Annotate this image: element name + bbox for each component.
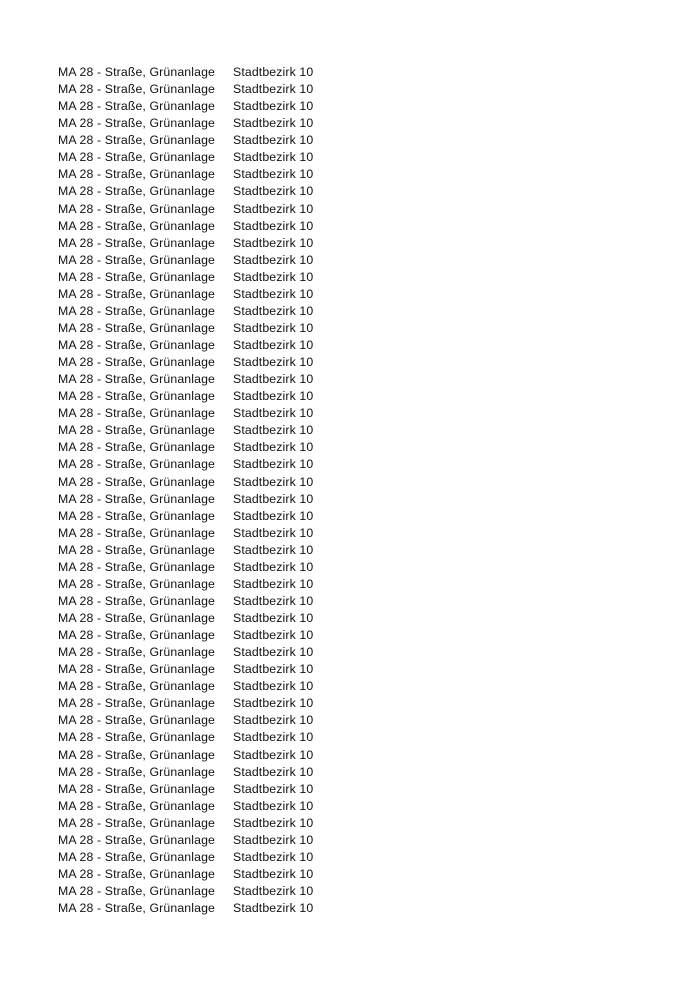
record-row — [58, 474, 478, 491]
record-district: Stadtbezirk 10 — [233, 679, 314, 694]
record-department: MA 28 - Straße, Grünanlage — [58, 593, 215, 608]
record-row — [58, 832, 478, 849]
record-list — [58, 64, 478, 917]
record-row — [58, 508, 478, 525]
record-row — [58, 491, 478, 508]
record-department: MA 28 - Straße, Grünanlage — [58, 884, 215, 898]
record-row — [58, 81, 478, 98]
record-row — [58, 354, 478, 371]
record-department: MA 28 - Straße, Grünanlage — [58, 167, 215, 182]
record-row — [58, 388, 478, 405]
record-district: Stadtbezirk 10 — [233, 82, 314, 97]
record-row — [58, 866, 478, 883]
record-row — [58, 235, 478, 252]
record-district: Stadtbezirk 10 — [233, 593, 314, 608]
record-district: Stadtbezirk 10 — [233, 389, 314, 404]
record-district: Stadtbezirk 10 — [233, 866, 314, 881]
record-row — [58, 764, 478, 781]
record-district: Stadtbezirk 10 — [233, 576, 314, 591]
record-district: Stadtbezirk 10 — [233, 815, 314, 830]
record-row — [58, 149, 478, 166]
record-department: MA 28 - Straße, Grünanlage — [58, 338, 215, 352]
record-district: Stadtbezirk 10 — [233, 423, 314, 438]
record-row — [58, 644, 478, 661]
record-district: Stadtbezirk 10 — [233, 372, 314, 387]
record-district: Stadtbezirk 10 — [233, 491, 314, 506]
record-row — [58, 320, 478, 337]
record-district: Stadtbezirk 10 — [233, 645, 314, 660]
record-district: Stadtbezirk 10 — [233, 269, 314, 284]
record-row — [58, 439, 478, 456]
record-district: Stadtbezirk 10 — [233, 525, 314, 540]
record-department: MA 28 - Straße, Grünanlage — [58, 99, 215, 114]
record-district: Stadtbezirk 10 — [233, 320, 314, 335]
record-department: MA 28 - Straße, Grünanlage — [58, 559, 215, 574]
record-row — [58, 201, 478, 218]
record-district: Stadtbezirk 10 — [233, 150, 314, 165]
record-row — [58, 218, 478, 235]
record-department: MA 28 - Straße, Grünanlage — [58, 508, 215, 523]
record-row — [58, 747, 478, 764]
record-row — [58, 303, 478, 320]
record-district: Stadtbezirk 10 — [233, 133, 314, 148]
record-row — [58, 593, 478, 610]
record-district: Stadtbezirk 10 — [233, 167, 314, 182]
record-department: MA 28 - Straße, Grünanlage — [58, 849, 215, 864]
record-district: Stadtbezirk 10 — [233, 764, 314, 779]
record-department: MA 28 - Straße, Grünanlage — [58, 218, 215, 233]
record-department: MA 28 - Straße, Grünanlage — [58, 303, 215, 318]
record-district: Stadtbezirk 10 — [233, 508, 314, 523]
record-department: MA 28 - Straße, Grünanlage — [58, 815, 215, 830]
record-row — [58, 252, 478, 269]
record-row — [58, 627, 478, 644]
record-row — [58, 525, 478, 542]
record-department: MA 28 - Straße, Grünanlage — [58, 150, 215, 165]
record-row — [58, 269, 478, 286]
record-row — [58, 610, 478, 627]
record-department: MA 28 - Straße, Grünanlage — [58, 747, 215, 762]
record-department: MA 28 - Straße, Grünanlage — [58, 764, 215, 779]
record-district: Stadtbezirk 10 — [233, 781, 314, 796]
record-district: Stadtbezirk 10 — [233, 884, 314, 898]
record-row — [58, 695, 478, 712]
record-department: MA 28 - Straße, Grünanlage — [58, 611, 215, 625]
record-row — [58, 559, 478, 576]
record-department: MA 28 - Straße, Grünanlage — [58, 730, 215, 745]
record-district: Stadtbezirk 10 — [233, 798, 314, 813]
record-department: MA 28 - Straße, Grünanlage — [58, 457, 215, 472]
record-row — [58, 900, 478, 917]
record-row — [58, 729, 478, 746]
record-department: MA 28 - Straße, Grünanlage — [58, 713, 215, 728]
record-district: Stadtbezirk 10 — [233, 286, 314, 301]
record-department: MA 28 - Straße, Grünanlage — [58, 116, 215, 131]
record-row — [58, 576, 478, 593]
record-district: Stadtbezirk 10 — [233, 440, 314, 455]
record-district: Stadtbezirk 10 — [233, 730, 314, 745]
record-department: MA 28 - Straße, Grünanlage — [58, 320, 215, 335]
record-row — [58, 781, 478, 798]
record-row — [58, 883, 478, 900]
record-department: MA 28 - Straße, Grünanlage — [58, 372, 215, 387]
record-district: Stadtbezirk 10 — [233, 99, 314, 114]
record-department: MA 28 - Straße, Grünanlage — [58, 832, 215, 847]
record-department: MA 28 - Straße, Grünanlage — [58, 662, 215, 677]
record-department: MA 28 - Straße, Grünanlage — [58, 286, 215, 301]
record-department: MA 28 - Straße, Grünanlage — [58, 406, 215, 421]
record-department: MA 28 - Straße, Grünanlage — [58, 423, 215, 438]
record-row — [58, 542, 478, 559]
record-district: Stadtbezirk 10 — [233, 559, 314, 574]
record-department: MA 28 - Straße, Grünanlage — [58, 781, 215, 796]
record-district: Stadtbezirk 10 — [233, 696, 314, 711]
record-department: MA 28 - Straße, Grünanlage — [58, 901, 215, 916]
record-district: Stadtbezirk 10 — [233, 662, 314, 677]
record-department: MA 28 - Straße, Grünanlage — [58, 355, 215, 370]
record-row — [58, 166, 478, 183]
record-district: Stadtbezirk 10 — [233, 611, 314, 625]
record-row — [58, 132, 478, 149]
record-department: MA 28 - Straße, Grünanlage — [58, 798, 215, 813]
record-district: Stadtbezirk 10 — [233, 65, 314, 79]
record-row — [58, 64, 478, 81]
record-row — [58, 456, 478, 473]
record-district: Stadtbezirk 10 — [233, 628, 314, 643]
record-department: MA 28 - Straße, Grünanlage — [58, 389, 215, 404]
record-district: Stadtbezirk 10 — [233, 901, 314, 916]
record-department: MA 28 - Straße, Grünanlage — [58, 696, 215, 711]
record-district: Stadtbezirk 10 — [233, 201, 314, 216]
record-district: Stadtbezirk 10 — [233, 338, 314, 352]
record-district: Stadtbezirk 10 — [233, 252, 314, 267]
record-department: MA 28 - Straße, Grünanlage — [58, 679, 215, 694]
record-department: MA 28 - Straße, Grünanlage — [58, 65, 215, 79]
record-department: MA 28 - Straße, Grünanlage — [58, 184, 215, 199]
record-district: Stadtbezirk 10 — [233, 713, 314, 728]
record-department: MA 28 - Straße, Grünanlage — [58, 866, 215, 881]
record-row — [58, 815, 478, 832]
record-department: MA 28 - Straße, Grünanlage — [58, 235, 215, 250]
record-district: Stadtbezirk 10 — [233, 355, 314, 370]
record-district: Stadtbezirk 10 — [233, 747, 314, 762]
record-row — [58, 798, 478, 815]
record-department: MA 28 - Straße, Grünanlage — [58, 252, 215, 267]
record-department: MA 28 - Straße, Grünanlage — [58, 82, 215, 97]
record-district: Stadtbezirk 10 — [233, 303, 314, 318]
record-department: MA 28 - Straße, Grünanlage — [58, 525, 215, 540]
record-row — [58, 337, 478, 354]
record-row — [58, 98, 478, 115]
record-department: MA 28 - Straße, Grünanlage — [58, 474, 215, 489]
record-district: Stadtbezirk 10 — [233, 235, 314, 250]
record-department: MA 28 - Straße, Grünanlage — [58, 201, 215, 216]
record-district: Stadtbezirk 10 — [233, 832, 314, 847]
record-row — [58, 849, 478, 866]
record-row — [58, 405, 478, 422]
record-department: MA 28 - Straße, Grünanlage — [58, 542, 215, 557]
record-department: MA 28 - Straße, Grünanlage — [58, 491, 215, 506]
record-row — [58, 661, 478, 678]
record-district: Stadtbezirk 10 — [233, 542, 314, 557]
record-row — [58, 286, 478, 303]
record-department: MA 28 - Straße, Grünanlage — [58, 628, 215, 643]
record-row — [58, 183, 478, 200]
record-district: Stadtbezirk 10 — [233, 406, 314, 421]
record-department: MA 28 - Straße, Grünanlage — [58, 133, 215, 148]
record-district: Stadtbezirk 10 — [233, 116, 314, 131]
record-district: Stadtbezirk 10 — [233, 457, 314, 472]
record-department: MA 28 - Straße, Grünanlage — [58, 576, 215, 591]
record-district: Stadtbezirk 10 — [233, 184, 314, 199]
record-row — [58, 422, 478, 439]
record-district: Stadtbezirk 10 — [233, 849, 314, 864]
record-department: MA 28 - Straße, Grünanlage — [58, 440, 215, 455]
record-row — [58, 678, 478, 695]
record-row — [58, 712, 478, 729]
record-department: MA 28 - Straße, Grünanlage — [58, 645, 215, 660]
record-row — [58, 115, 478, 132]
record-district: Stadtbezirk 10 — [233, 218, 314, 233]
record-district: Stadtbezirk 10 — [233, 474, 314, 489]
record-row — [58, 371, 478, 388]
record-department: MA 28 - Straße, Grünanlage — [58, 269, 215, 284]
